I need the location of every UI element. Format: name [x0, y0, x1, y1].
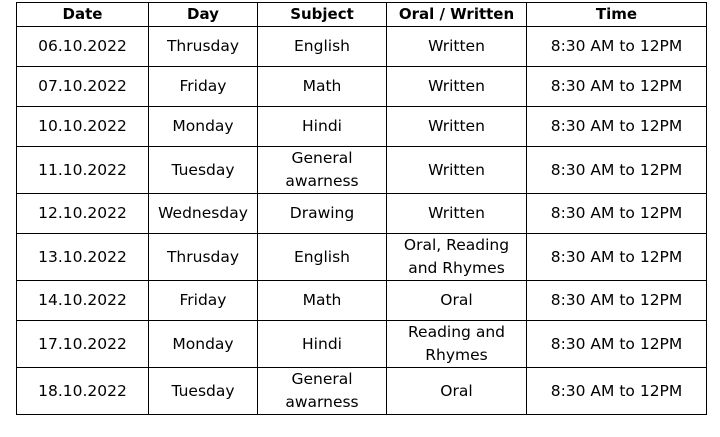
date-cell: 13.10.2022 [17, 234, 149, 281]
date-cell: 10.10.2022 [17, 107, 149, 147]
mode-cell: Oral, Reading and Rhymes [387, 234, 527, 281]
table-row [17, 147, 707, 194]
table-row [17, 234, 707, 281]
date-cell: 11.10.2022 [17, 147, 149, 194]
subject-cell: Math [258, 281, 387, 321]
mode-cell: Written [387, 27, 527, 67]
day-cell: Monday [149, 107, 258, 147]
date-cell: 14.10.2022 [17, 281, 149, 321]
date-cell: 12.10.2022 [17, 194, 149, 234]
day-cell: Tuesday [149, 147, 258, 194]
table-header-row [17, 3, 707, 27]
time-cell: 8:30 AM to 12PM [527, 194, 707, 234]
time-cell: 8:30 AM to 12PM [527, 67, 707, 107]
subject-cell: English [258, 234, 387, 281]
column-header-subject: Subject [258, 3, 387, 27]
date-cell: 17.10.2022 [17, 321, 149, 368]
date-cell: 06.10.2022 [17, 27, 149, 67]
mode-cell: Written [387, 67, 527, 107]
time-cell: 8:30 AM to 12PM [527, 27, 707, 67]
subject-cell: General awarness [258, 368, 387, 415]
time-cell: 8:30 AM to 12PM [527, 368, 707, 415]
table-row [17, 27, 707, 67]
subject-cell: English [258, 27, 387, 67]
column-header-mode: Oral / Written [387, 3, 527, 27]
day-cell: Tuesday [149, 368, 258, 415]
time-cell: 8:30 AM to 12PM [527, 234, 707, 281]
mode-cell: Written [387, 107, 527, 147]
mode-cell: Oral [387, 368, 527, 415]
time-cell: 8:30 AM to 12PM [527, 147, 707, 194]
time-cell: 8:30 AM to 12PM [527, 281, 707, 321]
table-row [17, 107, 707, 147]
mode-cell: Written [387, 194, 527, 234]
table-row [17, 321, 707, 368]
subject-cell: Math [258, 67, 387, 107]
mode-cell: Written [387, 147, 527, 194]
subject-cell: Hindi [258, 321, 387, 368]
day-cell: Friday [149, 281, 258, 321]
day-cell: Friday [149, 67, 258, 107]
day-cell: Thrusday [149, 27, 258, 67]
exam-schedule-table [16, 2, 707, 415]
subject-cell: Drawing [258, 194, 387, 234]
column-header-date: Date [17, 3, 149, 27]
time-cell: 8:30 AM to 12PM [527, 107, 707, 147]
table-row [17, 67, 707, 107]
subject-cell: Hindi [258, 107, 387, 147]
subject-cell: General awarness [258, 147, 387, 194]
day-cell: Monday [149, 321, 258, 368]
column-header-time: Time [527, 3, 707, 27]
table-row [17, 368, 707, 415]
date-cell: 07.10.2022 [17, 67, 149, 107]
mode-cell: Reading and Rhymes [387, 321, 527, 368]
time-cell: 8:30 AM to 12PM [527, 321, 707, 368]
day-cell: Thrusday [149, 234, 258, 281]
column-header-day: Day [149, 3, 258, 27]
day-cell: Wednesday [149, 194, 258, 234]
date-cell: 18.10.2022 [17, 368, 149, 415]
table-row [17, 281, 707, 321]
mode-cell: Oral [387, 281, 527, 321]
table-row [17, 194, 707, 234]
